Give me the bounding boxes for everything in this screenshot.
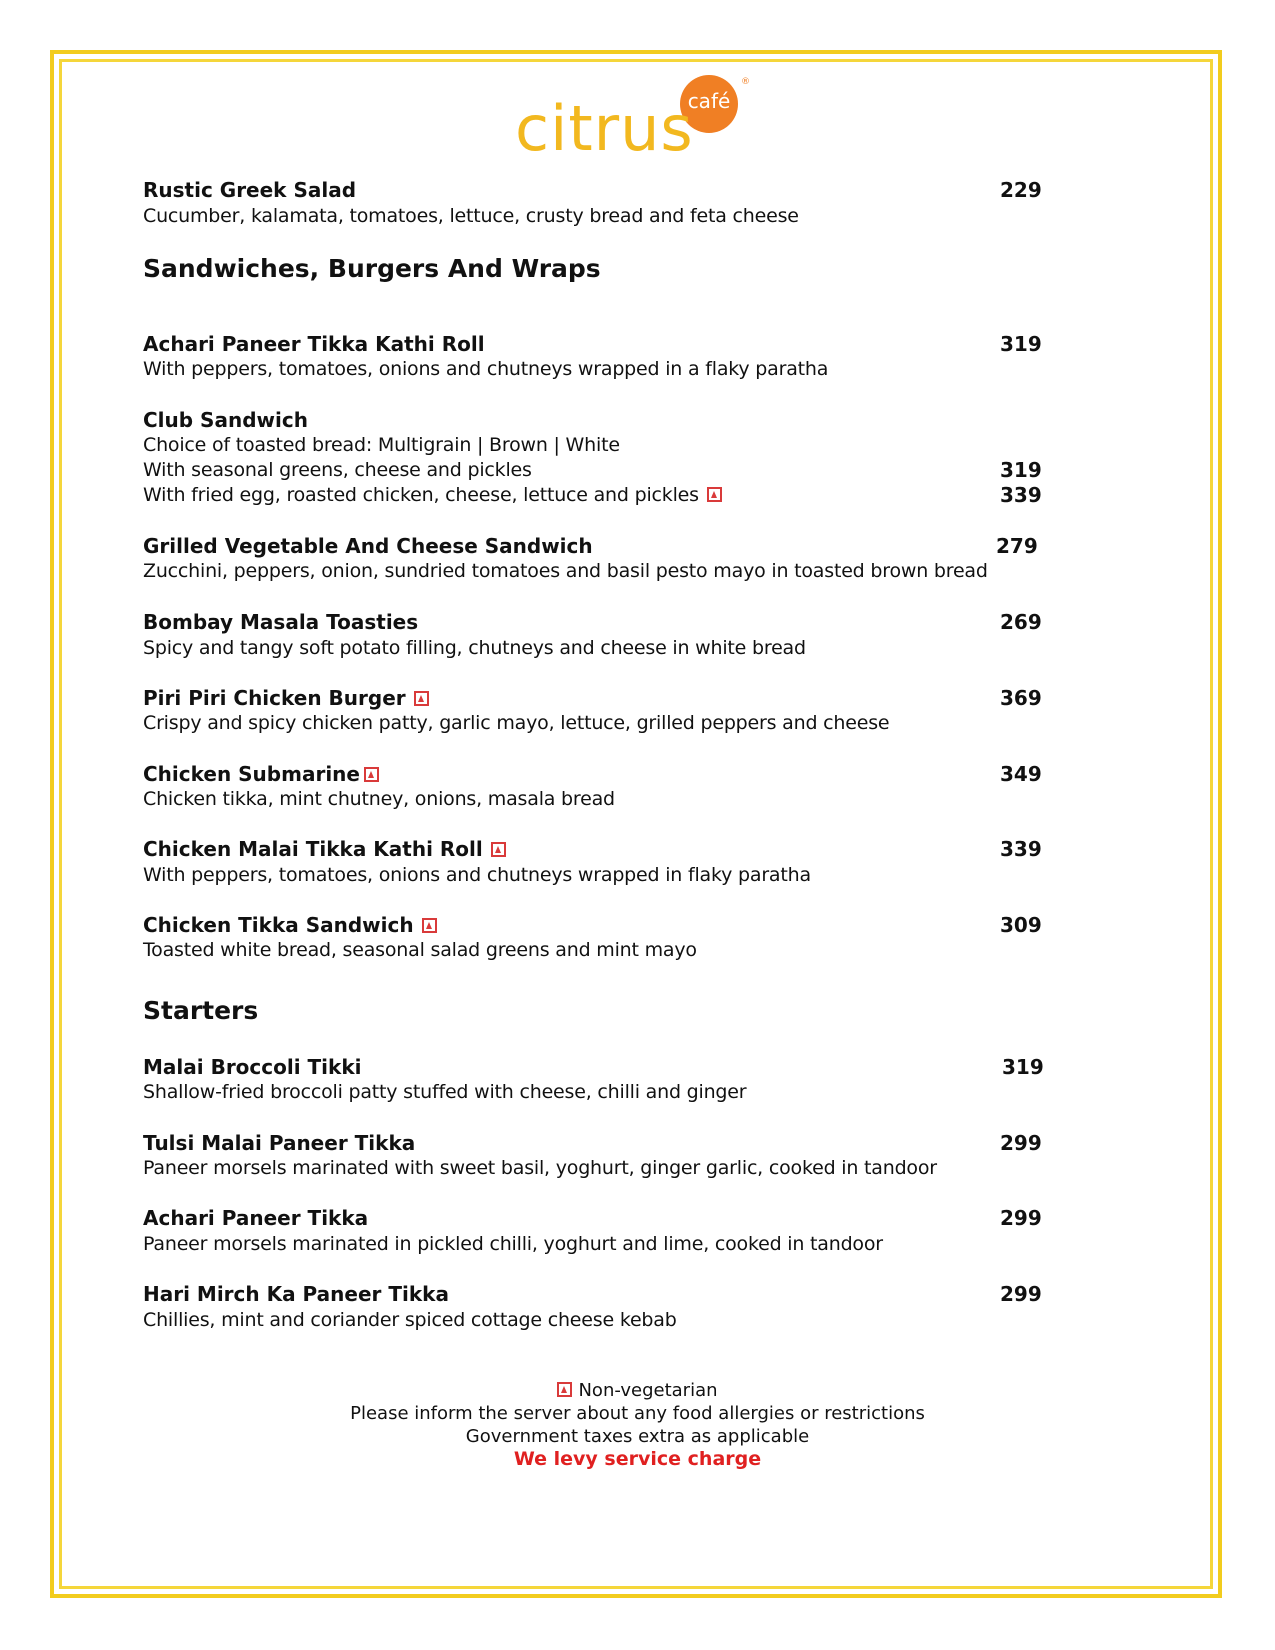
page-border-inner bbox=[59, 59, 1213, 1589]
item-price: 369 bbox=[1000, 686, 1042, 710]
item-name: Hari Mirch Ka Paneer Tikka bbox=[143, 1282, 449, 1306]
item-price: 279 bbox=[996, 534, 1038, 558]
item-price: 309 bbox=[1000, 913, 1042, 937]
tax-note: Government taxes extra as applicable bbox=[465, 1426, 810, 1447]
item-name: Tulsi Malai Paneer Tikka bbox=[143, 1131, 416, 1155]
item-price: 319 bbox=[1000, 458, 1042, 482]
item-description: Paneer morsels marinated in pickled chilli, yoghurt and lime, cooked in tandoor bbox=[143, 1233, 883, 1255]
item-name: Chicken Tikka Sandwich bbox=[143, 913, 414, 937]
item-price: 299 bbox=[1000, 1131, 1042, 1155]
item-name-row bbox=[143, 836, 506, 862]
item-price: 299 bbox=[1000, 1206, 1042, 1230]
item-name: Rustic Greek Salad bbox=[143, 178, 357, 202]
item-option-text: With fried egg, roasted chicken, cheese, lettuce and pickles bbox=[143, 484, 699, 506]
section-heading-sandwiches: Sandwiches, Burgers And Wraps bbox=[143, 254, 601, 283]
logo-wordmark: citrus bbox=[515, 92, 694, 165]
section-heading-starters: Starters bbox=[143, 996, 259, 1025]
item-price: 349 bbox=[1000, 762, 1042, 786]
item-description: Cucumber, kalamata, tomatoes, lettuce, crusty bread and feta cheese bbox=[143, 205, 799, 227]
item-name-row bbox=[143, 912, 437, 938]
item-description: Spicy and tangy soft potato filling, chutneys and cheese in white bread bbox=[143, 637, 806, 659]
non-veg-icon bbox=[557, 1382, 572, 1397]
item-description: Chillies, mint and coriander spiced cottage cheese kebab bbox=[143, 1309, 677, 1331]
item-description: With peppers, tomatoes, onions and chutneys wrapped in a flaky paratha bbox=[143, 358, 829, 380]
item-description: With peppers, tomatoes, onions and chutneys wrapped in flaky paratha bbox=[143, 864, 811, 886]
item-description: Paneer morsels marinated with sweet basil, yoghurt, ginger garlic, cooked in tandoor bbox=[143, 1157, 937, 1179]
item-description: Chicken tikka, mint chutney, onions, masala bread bbox=[143, 788, 615, 810]
item-name: Grilled Vegetable And Cheese Sandwich bbox=[143, 534, 593, 558]
item-name: Bombay Masala Toasties bbox=[143, 610, 419, 634]
item-option: With seasonal greens, cheese and pickles bbox=[143, 459, 532, 481]
logo-registered-mark: ® bbox=[741, 77, 750, 87]
non-veg-icon bbox=[422, 918, 437, 933]
legend-label: Non-vegetarian bbox=[578, 1380, 718, 1401]
item-description: Toasted white bread, seasonal salad greens and mint mayo bbox=[143, 939, 697, 961]
citrus-cafe-logo bbox=[515, 75, 765, 170]
item-price: 319 bbox=[1000, 332, 1042, 356]
item-option bbox=[143, 482, 722, 508]
item-name: Piri Piri Chicken Burger bbox=[143, 686, 406, 710]
item-description: Shallow-fried broccoli patty stuffed with cheese, chilli and ginger bbox=[143, 1081, 747, 1103]
item-name: Malai Broccoli Tikki bbox=[143, 1055, 362, 1079]
allergy-note: Please inform the server about any food allergies or restrictions bbox=[350, 1403, 925, 1424]
item-description: Crispy and spicy chicken patty, garlic mayo, lettuce, grilled peppers and cheese bbox=[143, 712, 890, 734]
item-description: Choice of toasted bread: Multigrain | Brown | White bbox=[143, 434, 620, 456]
logo-cafe-badge: café bbox=[687, 89, 731, 113]
service-charge-note: We levy service charge bbox=[513, 1448, 762, 1470]
item-price: 339 bbox=[1000, 837, 1042, 861]
item-name-row bbox=[143, 761, 379, 787]
non-veg-icon bbox=[491, 842, 506, 857]
item-name: Chicken Malai Tikka Kathi Roll bbox=[143, 837, 483, 861]
non-veg-icon bbox=[364, 767, 379, 782]
item-description: Zucchini, peppers, onion, sundried tomatoes and basil pesto mayo in toasted brown bread bbox=[143, 560, 988, 582]
item-name: Achari Paneer Tikka Kathi Roll bbox=[143, 332, 485, 356]
item-price: 269 bbox=[1000, 610, 1042, 634]
item-price: 319 bbox=[1002, 1055, 1044, 1079]
item-name: Club Sandwich bbox=[143, 408, 308, 432]
non-veg-legend bbox=[300, 1379, 975, 1402]
item-name: Chicken Submarine bbox=[143, 762, 360, 786]
non-veg-icon bbox=[707, 487, 722, 502]
item-price: 229 bbox=[1000, 178, 1042, 202]
item-name: Achari Paneer Tikka bbox=[143, 1206, 369, 1230]
item-price: 299 bbox=[1000, 1282, 1042, 1306]
item-name-row bbox=[143, 685, 429, 711]
item-price: 339 bbox=[1000, 483, 1042, 507]
non-veg-icon bbox=[414, 691, 429, 706]
